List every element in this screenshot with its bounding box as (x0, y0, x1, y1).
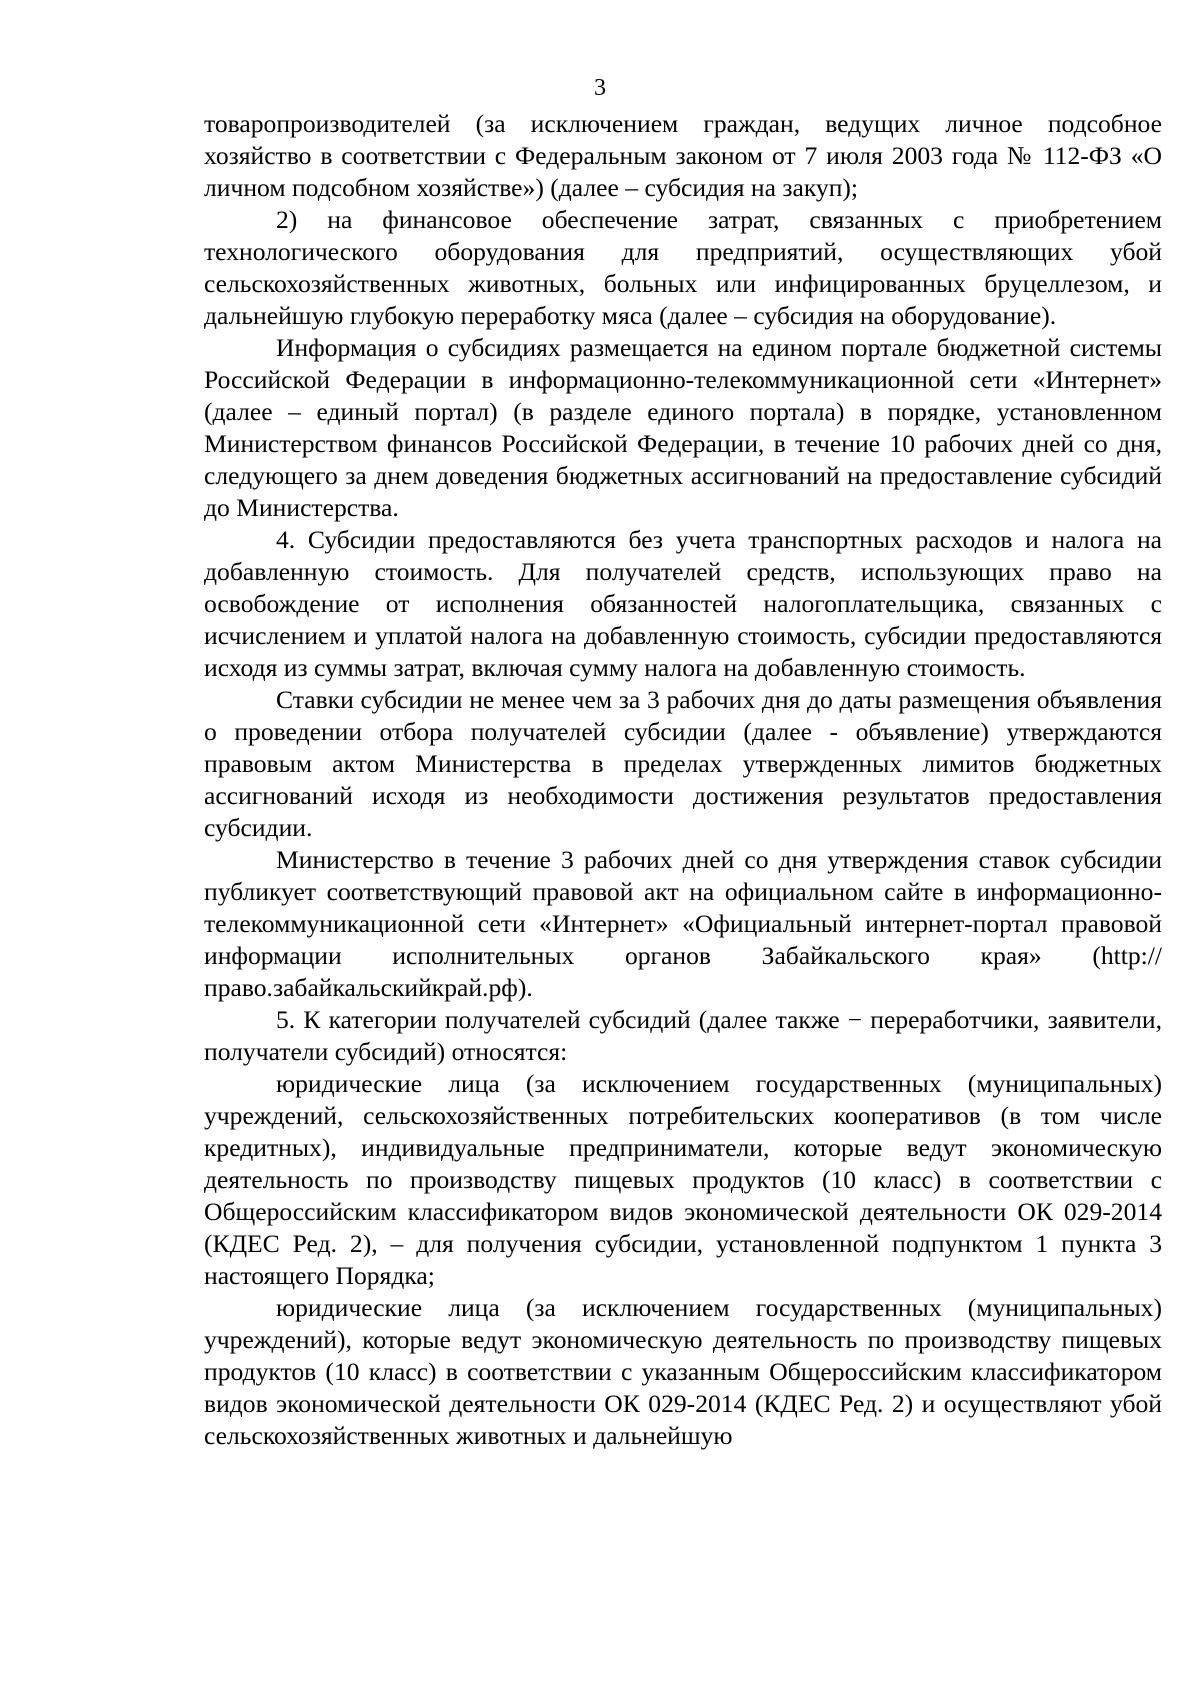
paragraph: Ставки субсидии не менее чем за 3 рабочих дня до даты размещения объявления о проведении отбора получателей субсидии (далее - объявление) утверждаются правовым актом Министерства в пределах утвержденных лимитов бюджетных ассигнований исходя из необходимости достижения результатов предоставления субсидии. (204, 685, 1162, 842)
page-number: 3 (594, 75, 606, 101)
paragraph: 2) на финансовое обеспечение затрат, связанных с приобретением технологического оборудования для предприятий, осуществляющих убой сельскохозяйственных животных, больных или инфицированных бруцеллезом, и дальнейшую глубокую переработку мяса (далее – субсидия на оборудование). (204, 205, 1162, 330)
paragraph: 5. К категории получателей субсидий (далее также − переработчики, заявители, получатели субсидий) относятся: (204, 1005, 1162, 1066)
paragraph: Информация о субсидиях размещается на едином портале бюджетной системы Российской Федерации в информационно-телекоммуникационной сети «Интернет» (далее – единый портал) (в разделе единого портала) в порядке, установленном Министерством финансов Российской Федерации, в течение 10 рабочих дней со дня, следующего за днем доведения бюджетных ассигнований на предоставление субсидий до Министерства. (204, 333, 1162, 522)
paragraph: Министерство в течение 3 рабочих дней со дня утверждения ставок субсидии публикует соответствующий правовой акт на официальном сайте в информационно-телекоммуникационной сети «Интернет» «Официальный интернет-портал правовой информации исполнительных органов Забайкальского края» (http://право.забайкальскийкрай.рф). (204, 845, 1162, 1002)
paragraph: товаропроизводителей (за исключением граждан, ведущих личное подсобное хозяйство в соответствии с Федеральным законом от 7 июля 2003 года № 112-ФЗ «О личном подсобном хозяйстве») (далее – субсидия на закуп); (204, 109, 1162, 202)
paragraph: 4. Субсидии предоставляются без учета транспортных расходов и налога на добавленную стоимость. Для получателей средств, использующих право на освобождение от исполнения обязанностей налогоплательщика, связанных с исчислением и уплатой налога на добавленную стоимость, субсидии предоставляются исходя из суммы затрат, включая сумму налога на добавленную стоимость. (204, 525, 1162, 682)
paragraph: юридические лица (за исключением государственных (муниципальных) учреждений, сельскохозяйственных потребительских кооперативов (в том числе кредитных), индивидуальные предприниматели, которые ведут экономическую деятельность по производству пищевых продуктов (10 класс) в соответствии с Общероссийским классификатором видов экономической деятельности ОК 029-2014 (КДЕС Ред. 2), – для получения субсидии, установленной подпунктом 1 пункта 3 настоящего Порядка; (204, 1069, 1162, 1290)
paragraph: юридические лица (за исключением государственных (муниципальных) учреждений), которые ведут экономическую деятельность по производству пищевых продуктов (10 класс) в соответствии с указанным Общероссийским классификатором видов экономической деятельности ОК 029-2014 (КДЕС Ред. 2) и осуществляют убой сельскохозяйственных животных и дальнейшую (204, 1293, 1162, 1450)
document-body (204, 108, 1162, 1452)
